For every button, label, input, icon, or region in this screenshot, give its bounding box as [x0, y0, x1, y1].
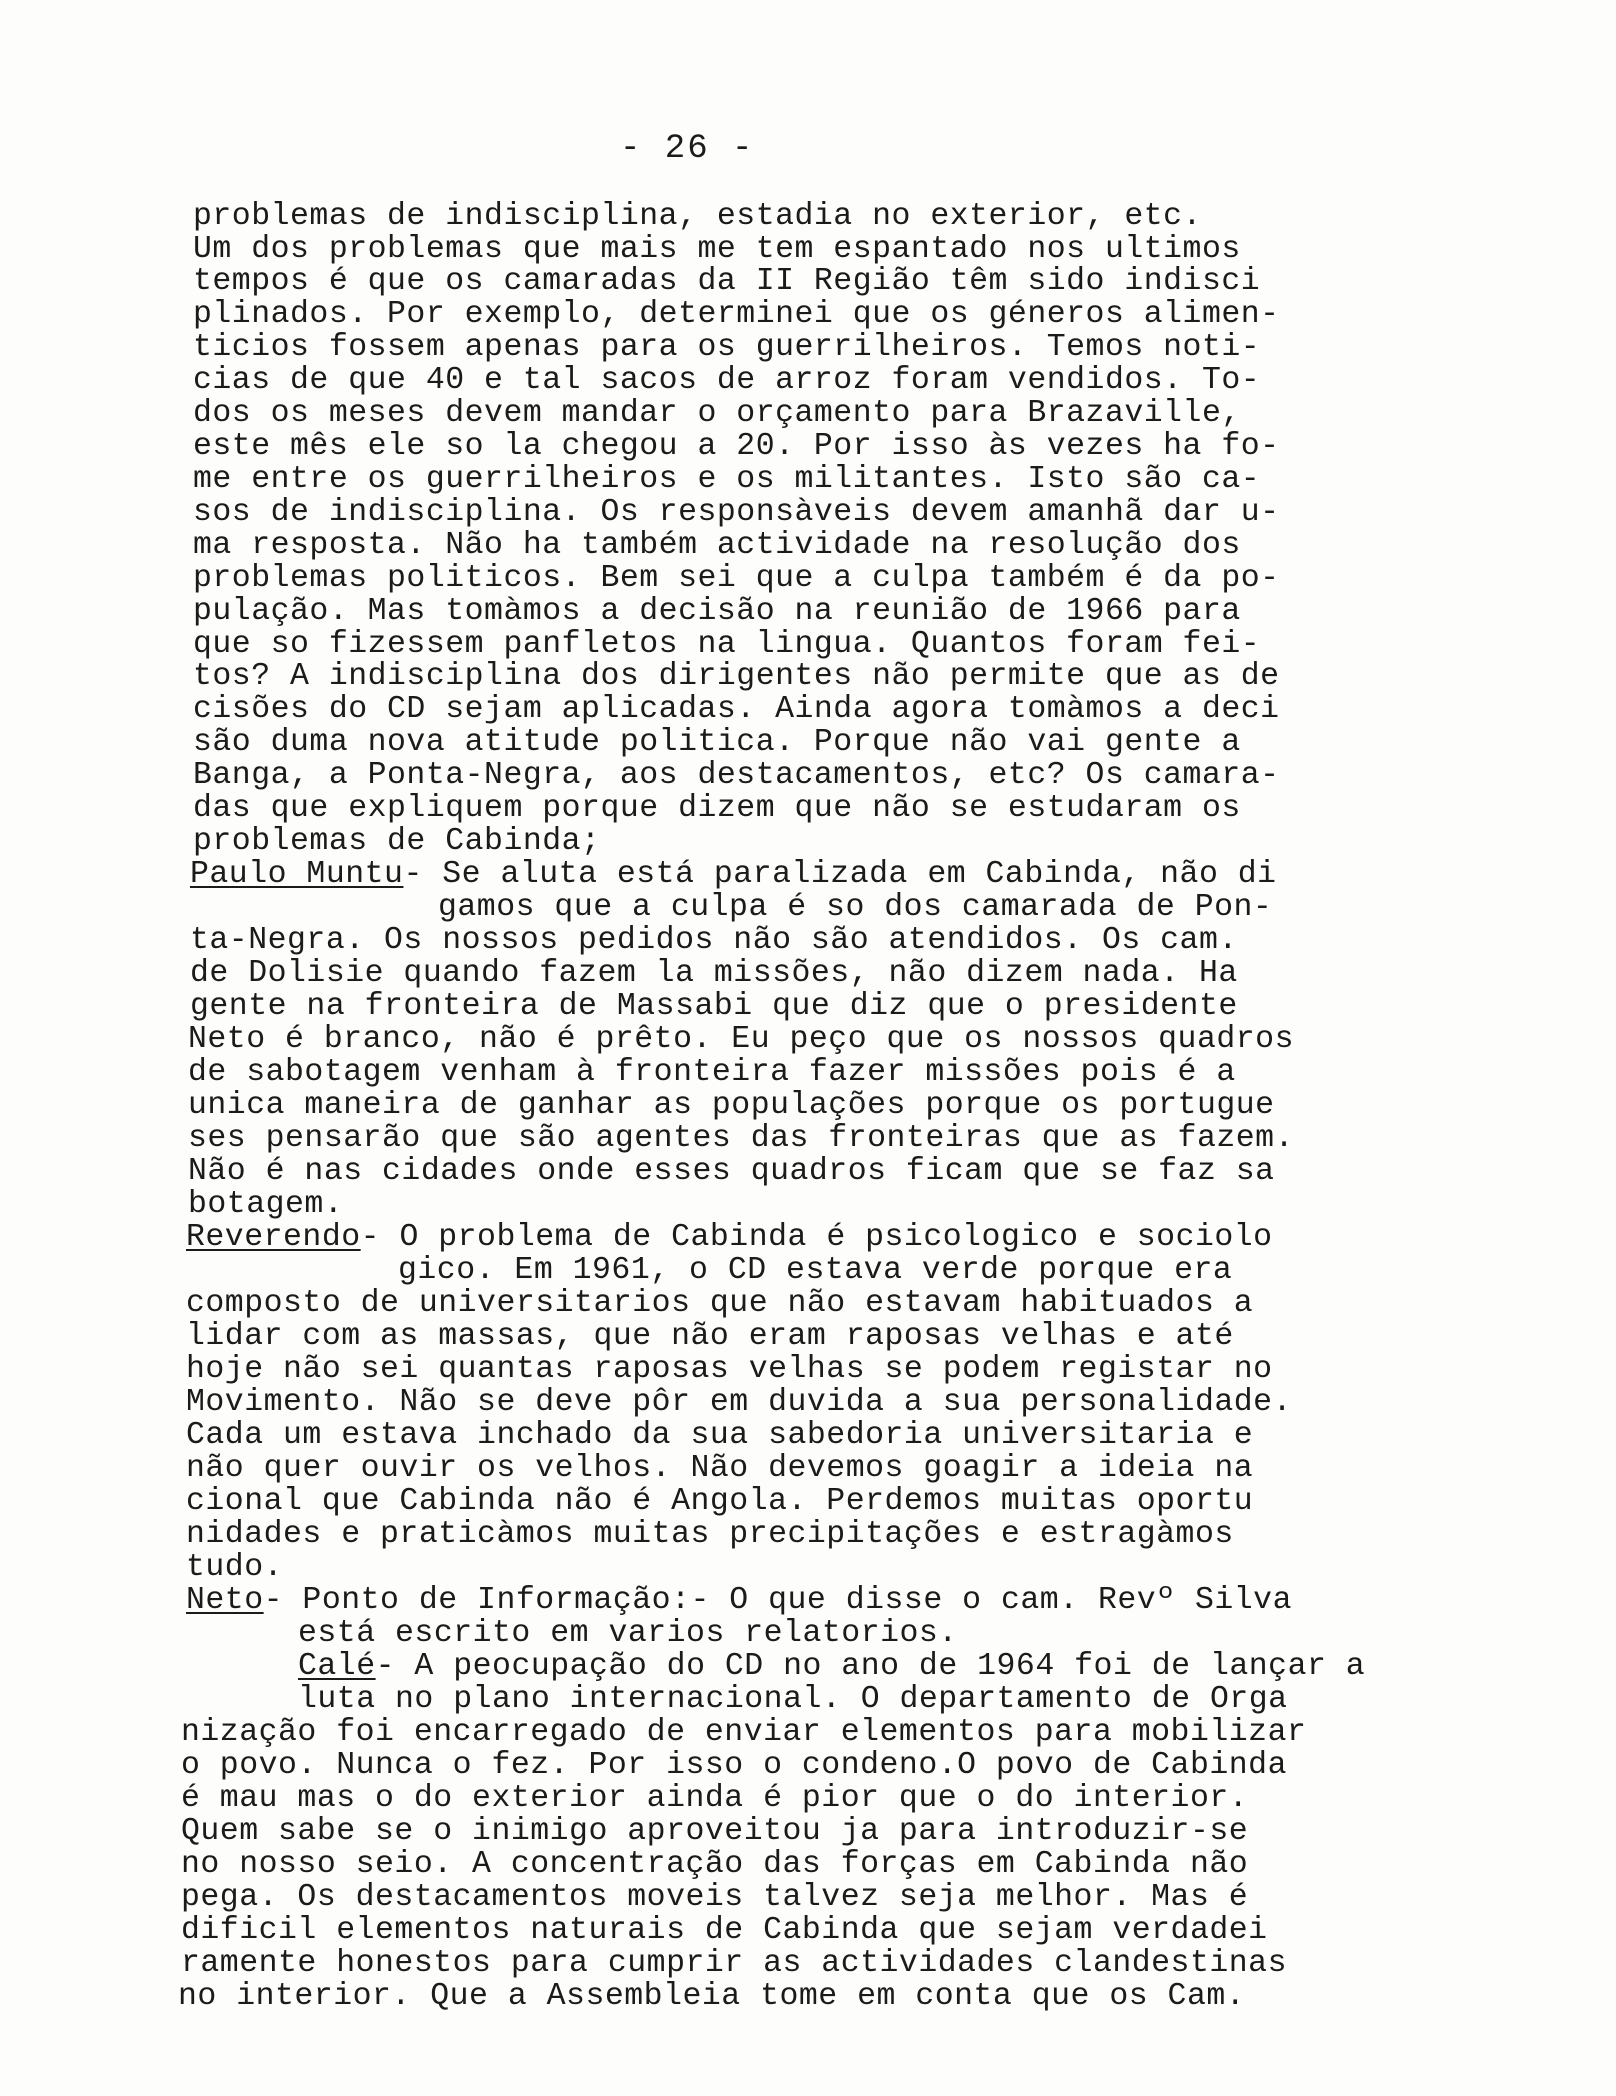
line-text: luta no plano internacional. O departamento de Orga — [298, 1682, 1288, 1717]
line-text: no interior. Que a Assembleia tome em conta que os Cam. — [178, 1979, 1246, 2014]
text-line — [193, 233, 1241, 266]
line-text: sos de indisciplina. Os responsàveis devem amanhã dar u- — [193, 495, 1280, 530]
line-text: - Ponto de Informação:- O que disse o cam. Revº Silva — [263, 1583, 1292, 1618]
text-line — [186, 1551, 283, 1584]
line-text: dificil elementos naturais de Cabinda que sejam verdadei — [181, 1913, 1268, 1948]
line-text: ticios fossem apenas para os guerrilheiros. Temos noti- — [193, 330, 1261, 365]
line-text: Quem sabe se o inimigo aproveitou ja para introduzir-se — [181, 1814, 1249, 1849]
line-text: pulação. Mas tomàmos a decisão na reunião de 1966 para — [193, 594, 1241, 629]
line-text: é mau mas o do exterior ainda é pior que o do interior. — [181, 1781, 1249, 1816]
line-text: não quer ouvir os velhos. Não devemos goagir a ideia na — [186, 1451, 1254, 1486]
line-text: ses pensarão que são agentes das fronteiras que as fazem. — [188, 1121, 1294, 1156]
text-line — [438, 891, 1272, 924]
line-text: Cada um estava inchado da sua sabedoria universitaria e — [186, 1418, 1254, 1453]
text-line — [181, 1815, 1248, 1848]
line-text: gamos que a culpa é so dos camarada de Pon- — [438, 890, 1273, 925]
line-text: tos? A indisciplina dos dirigentes não permite que as de — [193, 659, 1280, 694]
text-line — [190, 858, 1277, 891]
line-text: cional que Cabinda não é Angola. Perdemos muitas oportu — [186, 1484, 1254, 1519]
text-line — [190, 924, 1238, 957]
line-text: - A peocupação do CD no ano de 1964 foi de lançar a — [375, 1649, 1366, 1684]
text-line — [193, 693, 1280, 726]
text-line — [181, 1716, 1306, 1749]
line-text: tudo. — [186, 1550, 284, 1585]
line-text: são duma nova atitude politica. Porque não vai gente a — [193, 725, 1241, 760]
line-text: ramente honestos para cumprir as actividades clandestinas — [181, 1946, 1287, 1981]
line-text: botagem. — [188, 1187, 344, 1222]
text-line — [193, 463, 1260, 496]
line-text: unica maneira de ganhar as populações porque os portugue — [188, 1088, 1275, 1123]
text-line — [186, 1485, 1253, 1518]
line-text: - Se aluta está paralizada em Cabinda, não di — [403, 857, 1277, 892]
text-line — [188, 1155, 1275, 1188]
text-line — [186, 1353, 1273, 1386]
text-line — [193, 562, 1280, 595]
line-text: dos os meses devem mandar o orçamento para Brazaville, — [193, 396, 1241, 431]
speaker-name: Neto — [186, 1583, 264, 1618]
text-line — [186, 1221, 1273, 1254]
text-line — [193, 200, 1202, 233]
speaker-name: Paulo Muntu — [190, 857, 404, 892]
text-line — [193, 825, 600, 858]
text-line — [181, 1914, 1268, 1947]
line-text: no nosso seio. A concentração das forças em Cabinda não — [181, 1847, 1249, 1882]
text-line — [193, 726, 1241, 759]
line-text: me entre os guerrilheiros e os militantes. Isto são ca- — [193, 462, 1261, 497]
line-text: lidar com as massas, que não eram raposas velhas e até — [186, 1319, 1234, 1354]
text-line — [181, 1749, 1287, 1782]
text-line — [193, 298, 1280, 331]
text-line — [193, 759, 1280, 792]
text-line — [193, 595, 1241, 628]
line-text: ma resposta. Não ha também actividade na resolução dos — [193, 528, 1241, 563]
line-text: ta-Negra. Os nossos pedidos não são atendidos. Os cam. — [190, 923, 1238, 958]
text-line — [193, 265, 1260, 298]
line-text: problemas politicos. Bem sei que a culpa também é da po- — [193, 561, 1280, 596]
line-text: gico. Em 1961, o CD estava verde porque era — [398, 1253, 1233, 1288]
text-line — [193, 364, 1260, 397]
text-line — [178, 1980, 1245, 2013]
line-text: Neto é branco, não é prêto. Eu peço que os nossos quadros — [188, 1022, 1294, 1057]
text-line — [186, 1320, 1234, 1353]
text-line — [188, 1122, 1294, 1155]
text-line — [398, 1254, 1232, 1287]
line-text: de Dolisie quando fazem la missões, não dizem nada. Ha — [190, 956, 1238, 991]
text-line — [181, 1881, 1248, 1914]
line-text: - O problema de Cabinda é psicologico e sociolo — [360, 1220, 1273, 1255]
line-text: hoje não sei quantas raposas velhas se podem registar no — [186, 1352, 1273, 1387]
text-line — [186, 1386, 1292, 1419]
text-line — [298, 1683, 1288, 1716]
line-text: nidades e praticàmos muitas precipitações e estragàmos — [186, 1517, 1234, 1552]
line-text: gente na fronteira de Massabi que diz que o presidente — [190, 989, 1238, 1024]
line-text: plinados. Por exemplo, determinei que os géneros alimen- — [193, 297, 1280, 332]
line-text: de sabotagem venham à fronteira fazer missões pois é a — [188, 1055, 1236, 1090]
line-text: Não é nas cidades onde esses quadros ficam que se faz sa — [188, 1154, 1275, 1189]
line-text: cias de que 40 e tal sacos de arroz foram vendidos. To- — [193, 363, 1261, 398]
text-line — [298, 1650, 1365, 1683]
text-line — [181, 1782, 1248, 1815]
text-line — [186, 1419, 1253, 1452]
text-line — [186, 1287, 1253, 1320]
line-text: problemas de indisciplina, estadia no exterior, etc. — [193, 199, 1202, 234]
text-line — [193, 529, 1241, 562]
speaker-name: Reverendo — [186, 1220, 361, 1255]
text-line — [186, 1518, 1234, 1551]
line-text: das que expliquem porque dizem que não se estudaram os — [193, 791, 1241, 826]
line-text: está escrito em varios relatorios. — [298, 1616, 958, 1651]
line-text: pega. Os destacamentos moveis talvez seja melhor. Mas é — [181, 1880, 1249, 1915]
text-line — [188, 1089, 1275, 1122]
line-text: Um dos problemas que mais me tem espantado nos ultimos — [193, 232, 1241, 267]
line-text: tempos é que os camaradas da II Região têm sido indisci — [193, 264, 1261, 299]
line-text: composto de universitarios que não estavam habituados a — [186, 1286, 1254, 1321]
line-text: cisões do CD sejam aplicadas. Ainda agora tomàmos a deci — [193, 692, 1280, 727]
line-text: nização foi encarregado de enviar elementos para mobilizar — [181, 1715, 1307, 1750]
text-line — [298, 1617, 958, 1650]
page-number: - 26 - — [620, 130, 755, 168]
text-line — [186, 1584, 1292, 1617]
text-line — [188, 1056, 1236, 1089]
text-line — [193, 792, 1241, 825]
text-line — [181, 1947, 1287, 1980]
text-line — [193, 496, 1280, 529]
text-line — [193, 660, 1280, 693]
text-line — [190, 957, 1238, 990]
line-text: problemas de Cabinda; — [193, 824, 601, 859]
text-line — [188, 1188, 343, 1221]
text-line — [193, 430, 1280, 463]
line-text: Movimento. Não se deve pôr em duvida a sua personalidade. — [186, 1385, 1292, 1420]
text-line — [181, 1848, 1248, 1881]
line-text: este mês ele so la chegou a 20. Por isso às vezes ha fo- — [193, 429, 1280, 464]
speaker-name: Calé — [298, 1649, 376, 1684]
text-line — [193, 331, 1260, 364]
line-text: Banga, a Ponta-Negra, aos destacamentos, etc? Os camara- — [193, 758, 1280, 793]
text-line — [190, 990, 1238, 1023]
text-line — [186, 1452, 1253, 1485]
line-text: o povo. Nunca o fez. Por isso o condeno.O povo de Cabinda — [181, 1748, 1287, 1783]
text-line — [188, 1023, 1294, 1056]
text-line — [193, 628, 1260, 661]
line-text: que so fizessem panfletos na lingua. Quantos foram fei- — [193, 627, 1261, 662]
text-line — [193, 397, 1241, 430]
